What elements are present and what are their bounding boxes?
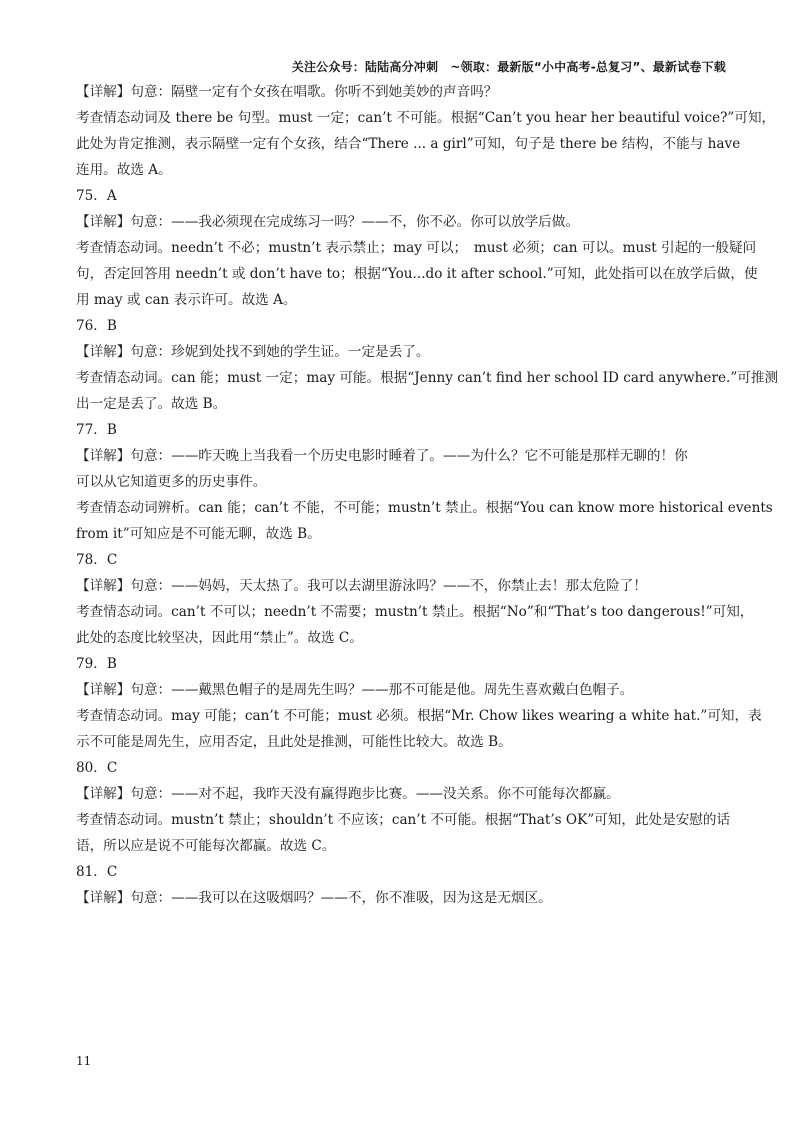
- analysis-line: 连用。故选 A。: [76, 162, 172, 178]
- explanation-line: 【详解】句意：——我可以在这吸烟吗？——不，你不准吸，因为这是无烟区。: [76, 890, 552, 906]
- analysis-line: 出一定是丢了。故选 B。: [76, 396, 227, 412]
- question-number: 78．C: [76, 552, 118, 568]
- answer-item: [76, 420, 773, 544]
- analysis-line: 考查情态动词辨析。can 能；can’t 不能，不可能；mustn’t 禁止。根据“You can know more historical events: [76, 500, 773, 516]
- analysis-line: 考查情态动词。mustn’t 禁止；shouldn’t 不应该；can’t 不可能。根据“That’s OK”可知，此处是安慰的话: [76, 812, 731, 828]
- question-number: 79．B: [76, 656, 117, 672]
- analysis-line: 可以从它知道更多的历史事件。: [76, 474, 267, 490]
- answer-item: [76, 758, 731, 856]
- question-number: 77．B: [76, 422, 117, 438]
- analysis-line: 考查情态动词及 there be 句型。must 一定；can’t 不可能。根据“Can’t you hear her beautiful voice?”可知，: [76, 110, 776, 126]
- analysis-line: 考查情态动词。needn’t 不必；mustn’t 表示禁止；may 可以； must 必须；can 可以。must 引起的一般疑问: [76, 240, 757, 256]
- question-number: 81．C: [76, 864, 118, 880]
- explanation-line: 【详解】句意：——妈妈，天太热了。我可以去湖里游泳吗？——不，你禁止去！那太危险了！: [76, 578, 647, 594]
- analysis-line: 考查情态动词。can 能；must 一定；may 可能。根据“Jenny can’t find her school ID card anywhere.”可推测: [76, 370, 779, 386]
- analysis-line: 示不可能是周先生，应用否定，且此处是推测，可能性比较大。故选 B。: [76, 734, 512, 750]
- explanation-line: 【详解】句意：——对不起，我昨天没有赢得跑步比赛。——没关系。你不可能每次都赢。: [76, 786, 620, 802]
- question-number: 76．B: [76, 318, 117, 334]
- analysis-line: from it”可知应是不可能无聊，故选 B。: [76, 526, 321, 542]
- analysis-line: 用 may 或 can 表示许可。故选 A。: [76, 292, 297, 308]
- explanation-line: 【详解】句意：隔壁一定有个女孩在唱歌。你听不到她美妙的声音吗？: [76, 84, 498, 100]
- explanation-line: 【详解】句意：——戴黑色帽子的是周先生吗？——那不可能是他。周先生喜欢戴白色帽子。: [76, 682, 634, 698]
- analysis-line: 考查情态动词。may 可能；can’t 不可能；must 必须。根据“Mr. Chow likes wearing a white hat.”可知，表: [76, 708, 762, 724]
- question-number: 80．C: [76, 760, 118, 776]
- analysis-line: 考查情态动词。can’t 不可以；needn’t 不需要；mustn’t 禁止。根据“No”和“That’s too dangerous!”可知，: [76, 604, 754, 620]
- page-number: 11: [76, 1054, 92, 1068]
- question-number: 75．A: [76, 188, 117, 204]
- explanation-line: 【详解】句意：珍妮到处找不到她的学生证。一定是丢了。: [76, 344, 430, 360]
- analysis-line: 句，否定回答用 needn’t 或 don’t have to；根据“You...do it after school.”可知，此处指可以在放学后做，使: [76, 266, 758, 282]
- answer-item: [76, 654, 762, 752]
- explanation-line: 【详解】句意：——我必须现在完成练习一吗？——不，你不必。你可以放学后做。: [76, 214, 579, 230]
- page-header: 关注公众号：陆陆高分冲刺 ~领取：最新版“小中高考-总复习”、最新试卷下载: [291, 60, 726, 74]
- analysis-line: 此处的态度比较坚决，因此用“禁止”。故选 C。: [76, 630, 363, 646]
- answer-item: [76, 186, 758, 310]
- answer-item: [76, 550, 754, 648]
- analysis-line: 此处为肯定推测，表示隔壁一定有个女孩，结合“There ... a girl”可知，句子是 there be 结构，不能与 have: [76, 136, 741, 152]
- explanation-line: 【详解】句意：——昨天晚上当我看一个历史电影时睡着了。——为什么？它不可能是那样无聊的！你: [76, 448, 688, 464]
- answer-item: [76, 316, 779, 414]
- answer-content: [76, 76, 779, 914]
- answer-item: [76, 862, 726, 908]
- answer-item: [76, 82, 776, 180]
- analysis-line: 语，所以应是说不可能每次都赢。故选 C。: [76, 838, 336, 854]
